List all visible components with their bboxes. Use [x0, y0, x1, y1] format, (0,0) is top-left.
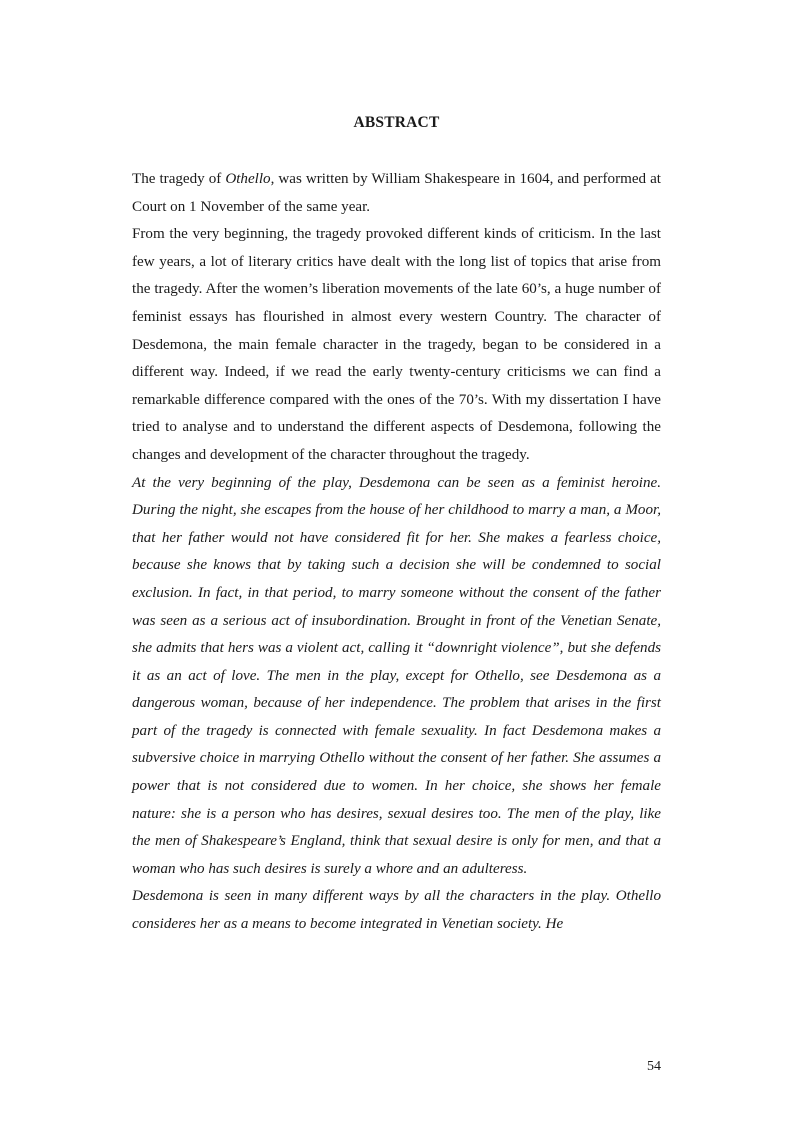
- paragraph-1-rest: , was written by William Shakespeare in 1604, and performed at Court on 1 November of the same year.: [132, 171, 661, 215]
- paragraph-4-italic: Desdemona is seen in many different ways by all the characters in the play. Othello consideres her as a means to become integrated in Venetian society. He: [132, 888, 661, 933]
- paragraph-1: [132, 166, 661, 221]
- paragraph-3-italic: At the very beginning of the play, Desdemona can be seen as a feminist heroine. During the night, she escapes from the house of her childhood to marry a man, a Moor, that her father would not have considered fit for her. She makes a fearless choice, because she knows that by taking such a decision she will be condemned to social exclusion. In fact, in that period, to marry someone without the consent of the father was seen as a serious act of insubordination. Brought in front of the Venetian Senate, she admits that hers was a violent act, calling it “downright violence”, but she defends it as an act of love. The men in the play, except for Othello, see Desdemona as a dangerous woman, because of her independence. The problem that arises in the first part of the tragedy is connected with female sexuality. In fact Desdemona makes a subversive choice in marrying Othello without the consent of her father. She assumes a power that is not considered due to women. In her choice, she shows her female nature: she is a person who has desires, sexual desires too. The men of the play, like the men of Shakespeare’s England, think that sexual desire is only for men, and that a woman who has such desires is surely a whore and an adulteress.: [132, 474, 661, 877]
- paragraph-2: From the very beginning, the tragedy provoked different kinds of criticism. In the last few years, a lot of literary critics have dealt with the long list of topics that arise from the tragedy. After the women’s liberation movements of the late 60’s, a huge number of feminist essays has flourished in almost every western Country. The character of Desdemona, the main female character in the tragedy, began to be considered in a different way. Indeed, if we read the early twenty-century criticisms we can find a remarkable difference compared with the ones of the 70’s. With my dissertation I have tried to analyse and to understand the different aspects of Desdemona, following the changes and development of the character throughout the tragedy.: [132, 226, 661, 463]
- abstract-body: [132, 166, 661, 939]
- page-number: 54: [647, 1059, 661, 1074]
- paragraph-1-intro: The tragedy of: [132, 171, 226, 187]
- page-title: ABSTRACT: [353, 114, 440, 131]
- work-title-othello: Othello: [225, 171, 271, 187]
